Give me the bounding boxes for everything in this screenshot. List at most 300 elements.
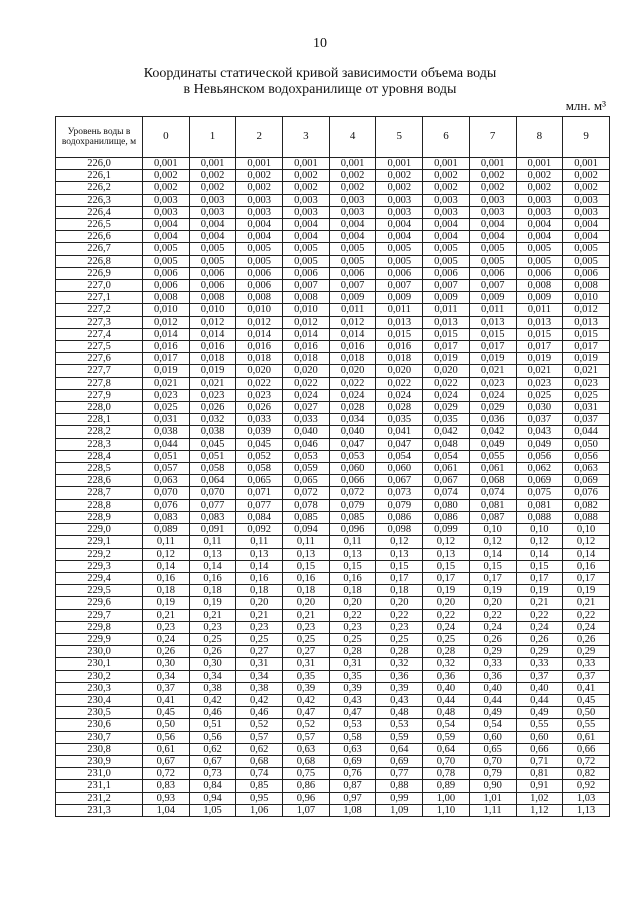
volume-cell: 0,098 bbox=[376, 524, 423, 536]
volume-cell: 0,22 bbox=[516, 609, 563, 621]
volume-cell: 0,22 bbox=[563, 609, 610, 621]
volume-cell: 0,005 bbox=[143, 243, 190, 255]
volume-cell: 0,22 bbox=[423, 609, 470, 621]
volume-cell: 0,004 bbox=[423, 219, 470, 231]
volume-cell: 0,054 bbox=[423, 450, 470, 462]
volume-cell: 0,25 bbox=[376, 633, 423, 645]
volume-cell: 0,003 bbox=[423, 194, 470, 206]
volume-cell: 0,37 bbox=[516, 670, 563, 682]
volume-cell: 0,64 bbox=[376, 743, 423, 755]
volume-cell: 0,024 bbox=[423, 389, 470, 401]
volume-cell: 0,17 bbox=[376, 572, 423, 584]
volume-cell: 0,13 bbox=[376, 548, 423, 560]
volume-cell: 0,004 bbox=[236, 231, 283, 243]
volume-cell: 0,063 bbox=[563, 463, 610, 475]
volume-cell: 0,36 bbox=[376, 670, 423, 682]
volume-cell: 0,79 bbox=[469, 768, 516, 780]
volume-cell: 0,016 bbox=[189, 341, 236, 353]
level-cell: 227,2 bbox=[56, 304, 143, 316]
volume-cell: 0,22 bbox=[329, 609, 376, 621]
volume-cell: 1,08 bbox=[329, 804, 376, 816]
volume-cell: 0,004 bbox=[143, 231, 190, 243]
title-line-2: в Невьянском водохранилище от уровня воды bbox=[183, 82, 457, 97]
volume-cell: 0,31 bbox=[283, 658, 330, 670]
volume-cell: 0,004 bbox=[563, 219, 610, 231]
volume-cell: 0,29 bbox=[469, 646, 516, 658]
volume-cell: 0,59 bbox=[423, 731, 470, 743]
volume-cell: 1,02 bbox=[516, 792, 563, 804]
volume-cell: 0,46 bbox=[236, 707, 283, 719]
volume-cell: 0,002 bbox=[329, 182, 376, 194]
column-header: 4 bbox=[329, 117, 376, 158]
level-cell: 226,1 bbox=[56, 170, 143, 182]
volume-cell: 0,005 bbox=[236, 243, 283, 255]
volume-cell: 0,069 bbox=[516, 475, 563, 487]
volume-cell: 0,012 bbox=[236, 316, 283, 328]
level-cell: 230,1 bbox=[56, 658, 143, 670]
volume-cell: 0,15 bbox=[376, 560, 423, 572]
table-row bbox=[56, 670, 610, 682]
volume-cell: 0,13 bbox=[283, 548, 330, 560]
volume-cell: 0,003 bbox=[376, 194, 423, 206]
level-cell: 228,8 bbox=[56, 499, 143, 511]
volume-cell: 0,19 bbox=[469, 585, 516, 597]
level-cell: 227,7 bbox=[56, 365, 143, 377]
volume-cell: 0,15 bbox=[283, 560, 330, 572]
volume-cell: 0,16 bbox=[329, 572, 376, 584]
volume-cell: 0,006 bbox=[563, 267, 610, 279]
level-cell: 230,4 bbox=[56, 694, 143, 706]
volume-cell: 0,003 bbox=[143, 206, 190, 218]
table-row bbox=[56, 304, 610, 316]
volume-cell: 0,058 bbox=[189, 463, 236, 475]
volume-cell: 0,004 bbox=[329, 231, 376, 243]
volume-cell: 0,68 bbox=[283, 755, 330, 767]
volume-cell: 0,86 bbox=[283, 780, 330, 792]
table-row bbox=[56, 365, 610, 377]
volume-cell: 0,11 bbox=[329, 536, 376, 548]
volume-cell: 0,44 bbox=[469, 694, 516, 706]
volume-cell: 0,96 bbox=[283, 792, 330, 804]
volume-cell: 0,003 bbox=[189, 206, 236, 218]
volume-cell: 0,001 bbox=[283, 158, 330, 170]
volume-cell: 0,36 bbox=[423, 670, 470, 682]
volume-cell: 0,025 bbox=[143, 402, 190, 414]
volume-cell: 0,008 bbox=[516, 280, 563, 292]
volume-cell: 0,007 bbox=[423, 280, 470, 292]
volume-cell: 0,48 bbox=[423, 707, 470, 719]
level-cell: 231,1 bbox=[56, 780, 143, 792]
volume-cell: 0,040 bbox=[283, 426, 330, 438]
volume-cell: 0,033 bbox=[236, 414, 283, 426]
volume-cell: 0,031 bbox=[563, 402, 610, 414]
volume-cell: 0,16 bbox=[236, 572, 283, 584]
volume-cell: 0,42 bbox=[283, 694, 330, 706]
volume-cell: 0,010 bbox=[143, 304, 190, 316]
volume-cell: 0,001 bbox=[423, 158, 470, 170]
table-row bbox=[56, 658, 610, 670]
table-row bbox=[56, 267, 610, 279]
volume-cell: 0,62 bbox=[236, 743, 283, 755]
volume-cell: 0,47 bbox=[283, 707, 330, 719]
volume-cell: 0,016 bbox=[143, 341, 190, 353]
volume-cell: 0,015 bbox=[516, 328, 563, 340]
volume-cell: 0,054 bbox=[376, 450, 423, 462]
volume-cell: 0,23 bbox=[189, 621, 236, 633]
volume-cell: 0,18 bbox=[283, 585, 330, 597]
volume-cell: 0,42 bbox=[189, 694, 236, 706]
volume-cell: 0,080 bbox=[423, 499, 470, 511]
volume-cell: 0,69 bbox=[329, 755, 376, 767]
volume-cell: 0,54 bbox=[423, 719, 470, 731]
table-row bbox=[56, 585, 610, 597]
volume-cell: 0,97 bbox=[329, 792, 376, 804]
volume-cell: 0,027 bbox=[283, 402, 330, 414]
volume-cell: 0,024 bbox=[283, 389, 330, 401]
level-cell: 229,3 bbox=[56, 560, 143, 572]
volume-cell: 0,011 bbox=[516, 304, 563, 316]
volume-cell: 0,40 bbox=[516, 682, 563, 694]
volume-cell: 0,003 bbox=[423, 206, 470, 218]
table-row bbox=[56, 426, 610, 438]
level-cell: 229,7 bbox=[56, 609, 143, 621]
volume-cell: 0,079 bbox=[376, 499, 423, 511]
volume-cell: 0,002 bbox=[189, 182, 236, 194]
volume-cell: 0,37 bbox=[143, 682, 190, 694]
volume-cell: 0,005 bbox=[423, 243, 470, 255]
volume-cell: 0,42 bbox=[236, 694, 283, 706]
volume-cell: 0,28 bbox=[376, 646, 423, 658]
volume-cell: 0,016 bbox=[236, 341, 283, 353]
volume-cell: 0,89 bbox=[423, 780, 470, 792]
level-cell: 226,7 bbox=[56, 243, 143, 255]
volume-cell: 0,058 bbox=[236, 463, 283, 475]
table-row bbox=[56, 511, 610, 523]
level-cell: 228,7 bbox=[56, 487, 143, 499]
volume-cell: 0,034 bbox=[329, 414, 376, 426]
volume-cell: 0,015 bbox=[469, 328, 516, 340]
volume-cell: 0,43 bbox=[376, 694, 423, 706]
volume-cell: 0,14 bbox=[236, 560, 283, 572]
volume-cell: 0,005 bbox=[516, 243, 563, 255]
volume-cell: 0,075 bbox=[516, 487, 563, 499]
level-cell: 228,6 bbox=[56, 475, 143, 487]
volume-cell: 0,19 bbox=[516, 585, 563, 597]
table-row bbox=[56, 231, 610, 243]
volume-cell: 0,037 bbox=[563, 414, 610, 426]
table-row bbox=[56, 341, 610, 353]
level-cell: 227,5 bbox=[56, 341, 143, 353]
table-row bbox=[56, 621, 610, 633]
volume-cell: 0,028 bbox=[329, 402, 376, 414]
volume-cell: 0,19 bbox=[143, 597, 190, 609]
level-cell: 230,0 bbox=[56, 646, 143, 658]
volume-cell: 0,088 bbox=[516, 511, 563, 523]
table-row bbox=[56, 499, 610, 511]
volume-cell: 0,22 bbox=[376, 609, 423, 621]
level-cell: 231,2 bbox=[56, 792, 143, 804]
volume-cell: 0,015 bbox=[376, 328, 423, 340]
volume-cell: 0,028 bbox=[376, 402, 423, 414]
volume-cell: 0,001 bbox=[143, 158, 190, 170]
volume-cell: 0,005 bbox=[329, 243, 376, 255]
volume-cell: 0,021 bbox=[189, 377, 236, 389]
volume-cell: 0,051 bbox=[143, 450, 190, 462]
volume-cell: 0,51 bbox=[189, 719, 236, 731]
volume-cell: 0,53 bbox=[329, 719, 376, 731]
volume-cell: 0,081 bbox=[469, 499, 516, 511]
volume-cell: 0,057 bbox=[143, 463, 190, 475]
volume-cell: 0,083 bbox=[143, 511, 190, 523]
volume-cell: 0,002 bbox=[376, 170, 423, 182]
volume-cell: 0,008 bbox=[563, 280, 610, 292]
volume-cell: 0,020 bbox=[236, 365, 283, 377]
volume-cell: 0,31 bbox=[236, 658, 283, 670]
volume-cell: 0,35 bbox=[283, 670, 330, 682]
volume-cell: 0,029 bbox=[423, 402, 470, 414]
volume-cell: 0,26 bbox=[563, 633, 610, 645]
volume-cell: 0,56 bbox=[189, 731, 236, 743]
volume-cell: 1,03 bbox=[563, 792, 610, 804]
volume-cell: 0,28 bbox=[329, 646, 376, 658]
volume-cell: 0,060 bbox=[329, 463, 376, 475]
volume-cell: 0,005 bbox=[563, 255, 610, 267]
volume-cell: 0,47 bbox=[329, 707, 376, 719]
volume-cell: 0,43 bbox=[329, 694, 376, 706]
volume-cell: 0,001 bbox=[329, 158, 376, 170]
volume-cell: 0,21 bbox=[189, 609, 236, 621]
volume-cell: 0,059 bbox=[283, 463, 330, 475]
volume-cell: 0,003 bbox=[236, 206, 283, 218]
volume-cell: 0,70 bbox=[469, 755, 516, 767]
volume-cell: 0,050 bbox=[563, 438, 610, 450]
volume-cell: 0,025 bbox=[563, 389, 610, 401]
volume-cell: 0,061 bbox=[423, 463, 470, 475]
volume-cell: 0,049 bbox=[516, 438, 563, 450]
level-cell: 229,1 bbox=[56, 536, 143, 548]
volume-cell: 0,16 bbox=[143, 572, 190, 584]
volume-cell: 0,20 bbox=[423, 597, 470, 609]
volume-cell: 0,23 bbox=[376, 621, 423, 633]
volume-cell: 0,045 bbox=[236, 438, 283, 450]
table-row bbox=[56, 768, 610, 780]
volume-cell: 0,002 bbox=[143, 170, 190, 182]
table-row bbox=[56, 219, 610, 231]
volume-cell: 0,18 bbox=[376, 585, 423, 597]
volume-cell: 0,005 bbox=[469, 243, 516, 255]
volume-cell: 0,037 bbox=[516, 414, 563, 426]
volume-cell: 0,067 bbox=[423, 475, 470, 487]
volume-cell: 0,044 bbox=[143, 438, 190, 450]
table-row bbox=[56, 463, 610, 475]
volume-cell: 0,019 bbox=[516, 353, 563, 365]
volume-cell: 0,15 bbox=[516, 560, 563, 572]
volume-cell: 0,39 bbox=[376, 682, 423, 694]
volume-cell: 0,48 bbox=[376, 707, 423, 719]
volume-cell: 0,003 bbox=[469, 206, 516, 218]
column-header: 3 bbox=[283, 117, 330, 158]
table-row bbox=[56, 450, 610, 462]
volume-cell: 0,017 bbox=[143, 353, 190, 365]
volume-cell: 0,26 bbox=[189, 646, 236, 658]
volume-cell: 0,006 bbox=[189, 280, 236, 292]
table-row bbox=[56, 597, 610, 609]
volume-cell: 0,042 bbox=[423, 426, 470, 438]
volume-cell: 0,004 bbox=[329, 219, 376, 231]
volume-cell: 1,04 bbox=[143, 804, 190, 816]
volume-cell: 0,12 bbox=[423, 536, 470, 548]
volume-cell: 0,011 bbox=[376, 304, 423, 316]
table-row bbox=[56, 438, 610, 450]
volume-cell: 0,001 bbox=[236, 158, 283, 170]
volume-cell: 0,69 bbox=[376, 755, 423, 767]
volume-cell: 0,92 bbox=[563, 780, 610, 792]
volume-cell: 0,34 bbox=[189, 670, 236, 682]
volume-cell: 0,91 bbox=[516, 780, 563, 792]
volume-cell: 0,20 bbox=[469, 597, 516, 609]
volume-cell: 0,004 bbox=[236, 219, 283, 231]
volume-cell: 0,13 bbox=[236, 548, 283, 560]
table-row bbox=[56, 487, 610, 499]
volume-cell: 0,003 bbox=[329, 194, 376, 206]
level-cell: 229,8 bbox=[56, 621, 143, 633]
table-row bbox=[56, 170, 610, 182]
table-row bbox=[56, 353, 610, 365]
volume-cell: 0,011 bbox=[329, 304, 376, 316]
volume-cell: 0,017 bbox=[423, 341, 470, 353]
volume-cell: 0,63 bbox=[283, 743, 330, 755]
volume-cell: 0,11 bbox=[143, 536, 190, 548]
volume-cell: 0,024 bbox=[329, 389, 376, 401]
table-row bbox=[56, 243, 610, 255]
volume-cell: 0,001 bbox=[189, 158, 236, 170]
level-cell: 230,7 bbox=[56, 731, 143, 743]
volume-cell: 0,023 bbox=[189, 389, 236, 401]
volume-cell: 0,61 bbox=[563, 731, 610, 743]
table-row bbox=[56, 572, 610, 584]
document-title bbox=[0, 66, 640, 98]
volume-cell: 0,013 bbox=[423, 316, 470, 328]
volume-cell: 0,044 bbox=[563, 426, 610, 438]
volume-cell: 0,94 bbox=[189, 792, 236, 804]
volume-cell: 0,002 bbox=[236, 182, 283, 194]
volume-cell: 0,005 bbox=[423, 255, 470, 267]
volume-cell: 0,002 bbox=[189, 170, 236, 182]
volume-cell: 0,59 bbox=[376, 731, 423, 743]
level-cell: 229,5 bbox=[56, 585, 143, 597]
volume-cell: 0,22 bbox=[469, 609, 516, 621]
table-row bbox=[56, 694, 610, 706]
volume-cell: 0,44 bbox=[423, 694, 470, 706]
volume-cell: 0,007 bbox=[469, 280, 516, 292]
level-cell: 229,2 bbox=[56, 548, 143, 560]
volume-cell: 0,52 bbox=[283, 719, 330, 731]
volume-cell: 0,073 bbox=[376, 487, 423, 499]
volume-cell: 0,73 bbox=[189, 768, 236, 780]
volume-cell: 0,11 bbox=[236, 536, 283, 548]
volume-cell: 0,003 bbox=[469, 194, 516, 206]
table-row bbox=[56, 280, 610, 292]
volume-cell: 0,018 bbox=[376, 353, 423, 365]
volume-cell: 0,010 bbox=[283, 304, 330, 316]
volume-cell: 0,14 bbox=[143, 560, 190, 572]
volume-cell: 0,006 bbox=[143, 267, 190, 279]
volume-cell: 0,036 bbox=[469, 414, 516, 426]
volume-cell: 0,005 bbox=[329, 255, 376, 267]
volume-cell: 0,57 bbox=[283, 731, 330, 743]
volume-cell: 0,099 bbox=[423, 524, 470, 536]
volume-cell: 0,006 bbox=[283, 267, 330, 279]
volume-cell: 0,64 bbox=[423, 743, 470, 755]
volume-cell: 0,069 bbox=[563, 475, 610, 487]
title-line-1: Координаты статической кривой зависимости объема воды bbox=[143, 66, 497, 81]
volume-cell: 0,096 bbox=[329, 524, 376, 536]
volume-cell: 0,24 bbox=[469, 621, 516, 633]
volume-cell: 0,77 bbox=[376, 768, 423, 780]
table-row bbox=[56, 780, 610, 792]
volume-cell: 0,38 bbox=[236, 682, 283, 694]
volume-cell: 0,17 bbox=[469, 572, 516, 584]
volume-cell: 0,20 bbox=[329, 597, 376, 609]
volume-cell: 0,004 bbox=[516, 231, 563, 243]
volume-cell: 0,72 bbox=[143, 768, 190, 780]
volume-cell: 0,11 bbox=[283, 536, 330, 548]
volume-cell: 0,094 bbox=[283, 524, 330, 536]
volume-cell: 0,005 bbox=[376, 243, 423, 255]
table-row bbox=[56, 548, 610, 560]
volume-cell: 0,25 bbox=[189, 633, 236, 645]
volume-cell: 0,31 bbox=[329, 658, 376, 670]
volume-cell: 0,018 bbox=[236, 353, 283, 365]
volume-cell: 0,003 bbox=[283, 206, 330, 218]
table-row bbox=[56, 682, 610, 694]
volume-cell: 0,005 bbox=[563, 243, 610, 255]
volume-cell: 0,20 bbox=[236, 597, 283, 609]
volume-cell: 0,007 bbox=[329, 280, 376, 292]
volume-cell: 0,019 bbox=[563, 353, 610, 365]
volume-cell: 0,030 bbox=[516, 402, 563, 414]
volume-cell: 0,020 bbox=[329, 365, 376, 377]
volume-cell: 0,076 bbox=[563, 487, 610, 499]
volume-cell: 0,042 bbox=[469, 426, 516, 438]
volume-cell: 0,44 bbox=[516, 694, 563, 706]
volume-cell: 0,026 bbox=[189, 402, 236, 414]
table-row bbox=[56, 792, 610, 804]
volume-cell: 0,017 bbox=[469, 341, 516, 353]
volume-cell: 0,005 bbox=[143, 255, 190, 267]
volume-cell: 0,15 bbox=[423, 560, 470, 572]
volume-cell: 0,26 bbox=[516, 633, 563, 645]
volume-cell: 0,002 bbox=[423, 182, 470, 194]
volume-cell: 0,002 bbox=[143, 182, 190, 194]
volume-cell: 0,043 bbox=[516, 426, 563, 438]
level-cell: 231,0 bbox=[56, 768, 143, 780]
volume-cell: 0,003 bbox=[563, 194, 610, 206]
table-row bbox=[56, 536, 610, 548]
volume-cell: 0,25 bbox=[423, 633, 470, 645]
volume-cell: 0,007 bbox=[283, 280, 330, 292]
level-cell: 231,3 bbox=[56, 804, 143, 816]
volume-cell: 0,070 bbox=[189, 487, 236, 499]
table-row bbox=[56, 475, 610, 487]
volume-cell: 0,68 bbox=[236, 755, 283, 767]
level-cell: 229,9 bbox=[56, 633, 143, 645]
volume-cell: 0,85 bbox=[236, 780, 283, 792]
table-row bbox=[56, 158, 610, 170]
volume-cell: 0,32 bbox=[376, 658, 423, 670]
volume-cell: 0,007 bbox=[376, 280, 423, 292]
volume-cell: 0,014 bbox=[283, 328, 330, 340]
